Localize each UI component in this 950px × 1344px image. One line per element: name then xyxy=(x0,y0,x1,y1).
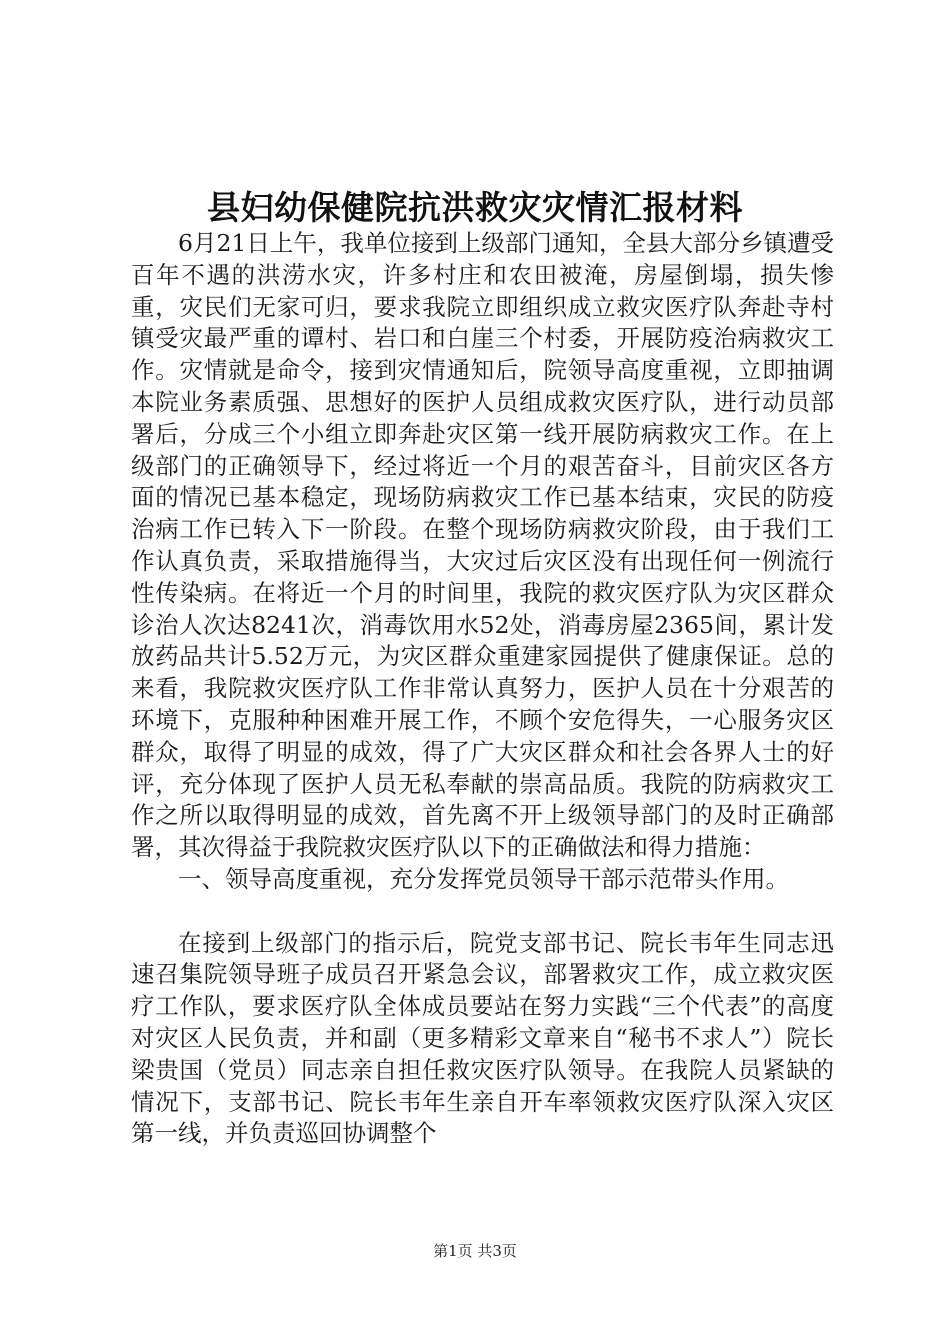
page-number: 第1页 共3页 xyxy=(433,1242,517,1260)
section-heading: 一、领导高度重视，充分发挥党员领导干部示范带头作用。 xyxy=(178,864,789,893)
document-body xyxy=(131,228,834,1150)
body-paragraph: 6月21日上午，我单位接到上级部门通知，全县大部分乡镇遭受百年不遇的洪涝水灾，许多村庄和农田被淹，房屋倒塌，损失惨重，灾民们无家可归，要求我院立即组织成立救灾医疗队奔赴寺村镇受灾最严重的谭村、岩口和白崖三个村委，开展防疫治病救灾工作。灾情就是命令，接到灾情通知后，院领导高度重视，立即抽调本院业务素质强、思想好的医护人员组成救灾医疗队，进行动员部署后，分成三个小组立即奔赴灾区第一线开展防病救灾工作。在上级部门的正确领导下，经过将近一个月的艰苦奋斗，目前灾区各方面的情况已基本稳定，现场防病救灾工作已基本结束，灾民的防疫治病工作已转入下一阶段。在整个现场防病救灾阶段，由于我们工作认真负责，采取措施得当，大灾过后灾区没有出现任何一例流行性传染病。在将近一个月的时间里，我院的救灾医疗队为灾区群众诊治人次达8241次，消毒饮用水52处，消毒房屋2365间，累计发放药品共计5.52万元，为灾区群众重建家园提供了健康保证。总的来看，我院救灾医疗队工作非常认真努力，医护人员在十分艰苦的环境下，克服种种困难开展工作，不顾个安危得失，一心服务灾区群众，取得了明显的成效，得了广大灾区群众和社会各界人士的好评，充分体现了医护人员无私奉献的崇高品质。我院的防病救灾工作之所以取得明显的成效，首先离不开上级领导部门的及时正确部署，其次得益于我院救灾医疗队以下的正确做法和得力措施： xyxy=(131,229,834,862)
body-paragraph: 在接到上级部门的指示后，院党支部书记、院长韦年生同志迅速召集院领导班子成员召开紧急会议，部署救灾工作，成立救灾医疗工作队，要求医疗队全体成员要站在努力实践“三个代表”的高度对灾区人民负责，并和副（更多精彩文章来自“秘书不求人”）院长梁贵国（党员）同志亲自担任救灾医疗队领导。在我院人员紧缺的情况下，支部书记、院长韦年生亲自开车率领救灾医疗队深入灾区第一线，并负责巡回协调整个 xyxy=(131,928,834,1148)
document-title: 县妇幼保健院抗洪救灾灾情汇报材料 xyxy=(207,188,743,227)
